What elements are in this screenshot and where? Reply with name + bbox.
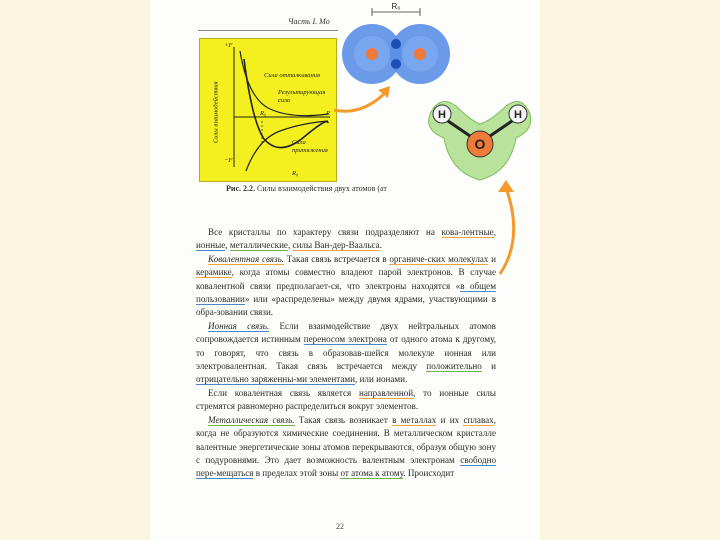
header-rule	[198, 30, 338, 31]
water-h-left: H	[438, 109, 446, 121]
paragraph-covalent	[196, 253, 496, 320]
metallic-heading: Металлическая связь.	[208, 414, 295, 425]
ionic-heading: Ионная связь.	[208, 320, 270, 331]
text-span: » или «распределены» между двумя ядрами, участвующими в обра-зовании связи.	[196, 294, 496, 318]
figure-caption	[226, 184, 387, 193]
repulsion-label: Сила отталкивания	[264, 72, 320, 79]
text-span: , или ионами.	[355, 374, 408, 385]
text-span: и	[481, 361, 497, 372]
left-margin	[0, 0, 150, 540]
right-margin	[540, 0, 720, 540]
bottom-axis-label: R₀	[292, 170, 299, 177]
caption-text: Силы взаимодействия двух атомов (ат	[257, 184, 387, 193]
highlight: сплавах	[463, 414, 494, 425]
ionic-term: ионные	[196, 240, 226, 251]
text-span: .	[379, 240, 382, 251]
minus-f-label: −F	[224, 157, 233, 164]
text-span: Все кристаллы по характеру связи подразделяют на	[208, 227, 442, 237]
h2-bond-label: R₀	[391, 2, 401, 11]
r-axis-label: R	[326, 110, 330, 117]
text-span: , когда атомы совместно владеют парой электронов. В случае ковалентной связи предполагает-ся, что электроны находятся «	[196, 267, 496, 291]
metallic-term: металлические	[229, 240, 288, 251]
text-span: Если взаимодействие двух нейтральных атомов сопровождается истинным	[196, 320, 496, 345]
water-h-right: H	[514, 109, 522, 121]
body-text	[196, 226, 496, 481]
highlight: в металлах	[392, 414, 437, 425]
y-axis-label: Силы взаимодействия	[212, 81, 220, 144]
text-span: и их	[436, 414, 464, 425]
paragraph-types	[196, 226, 496, 253]
highlight: отрицательно заряженны-ми элементами	[196, 374, 356, 385]
highlight: направленной	[358, 387, 414, 398]
covalent-heading: Ковалентная связь.	[208, 253, 284, 264]
attraction-label: Сила притяжения	[292, 139, 328, 154]
force-diagram-plot	[200, 39, 336, 181]
text-span: ,	[287, 240, 293, 251]
caption-number: Рис. 2.2.	[226, 184, 256, 193]
arrow-to-water	[492, 178, 532, 278]
water-molecule	[420, 94, 538, 186]
force-diagram	[199, 38, 337, 182]
text-span: , когда не образуются химические соединения. В металлическом кристалле валентные энергетические зоны атомов перекрываются, образуя общую зону с подуровнями. Это дает возможность валентным электронам	[196, 414, 496, 465]
paragraph-ionic	[196, 320, 496, 387]
vdw-term: силы Ван-дер-Ваальса	[292, 240, 380, 251]
highlight: керамике	[196, 267, 232, 278]
text-span: . Происходит	[403, 468, 455, 479]
text-span: ,	[493, 227, 496, 237]
text-span: от одного атома к другому, то говорят, что связь в образовав-шейся молекуле ионная или электровалентная. Такая связь встречается между	[196, 334, 496, 372]
text-span: Если ковалентная связь является	[208, 387, 359, 398]
highlight: органиче-ских молекулах	[389, 253, 489, 264]
page-number: 22	[336, 522, 344, 531]
text-span: в пределах этой зоны	[253, 468, 341, 479]
highlight: переносом электрона	[303, 334, 387, 345]
r0-label: R₀	[260, 110, 267, 117]
resultant-label: Результирующая сила	[278, 89, 326, 104]
highlight: от атома к атому	[340, 468, 404, 479]
text-span: , то ионные силы стремятся равномерно распределиться вокруг элементов.	[196, 387, 496, 412]
text-span: Такая связь возникает	[298, 414, 393, 425]
highlight: в общем пользовании	[196, 280, 496, 305]
plus-f-label: +F	[224, 42, 233, 49]
text-span: ,	[225, 240, 230, 251]
covalent-term: кова-лентные	[441, 227, 494, 237]
highlight: положительно	[426, 361, 482, 372]
running-header: Часть I. Мо	[288, 17, 330, 26]
highlight: свободно пере-мещаться	[196, 454, 496, 479]
paragraph-directional	[196, 387, 496, 414]
text-span: Такая связь встречается в	[286, 253, 390, 264]
paragraph-metallic	[196, 414, 496, 481]
text-span: и	[488, 253, 496, 264]
arrow-to-h2	[330, 80, 400, 120]
water-o: O	[474, 136, 486, 152]
